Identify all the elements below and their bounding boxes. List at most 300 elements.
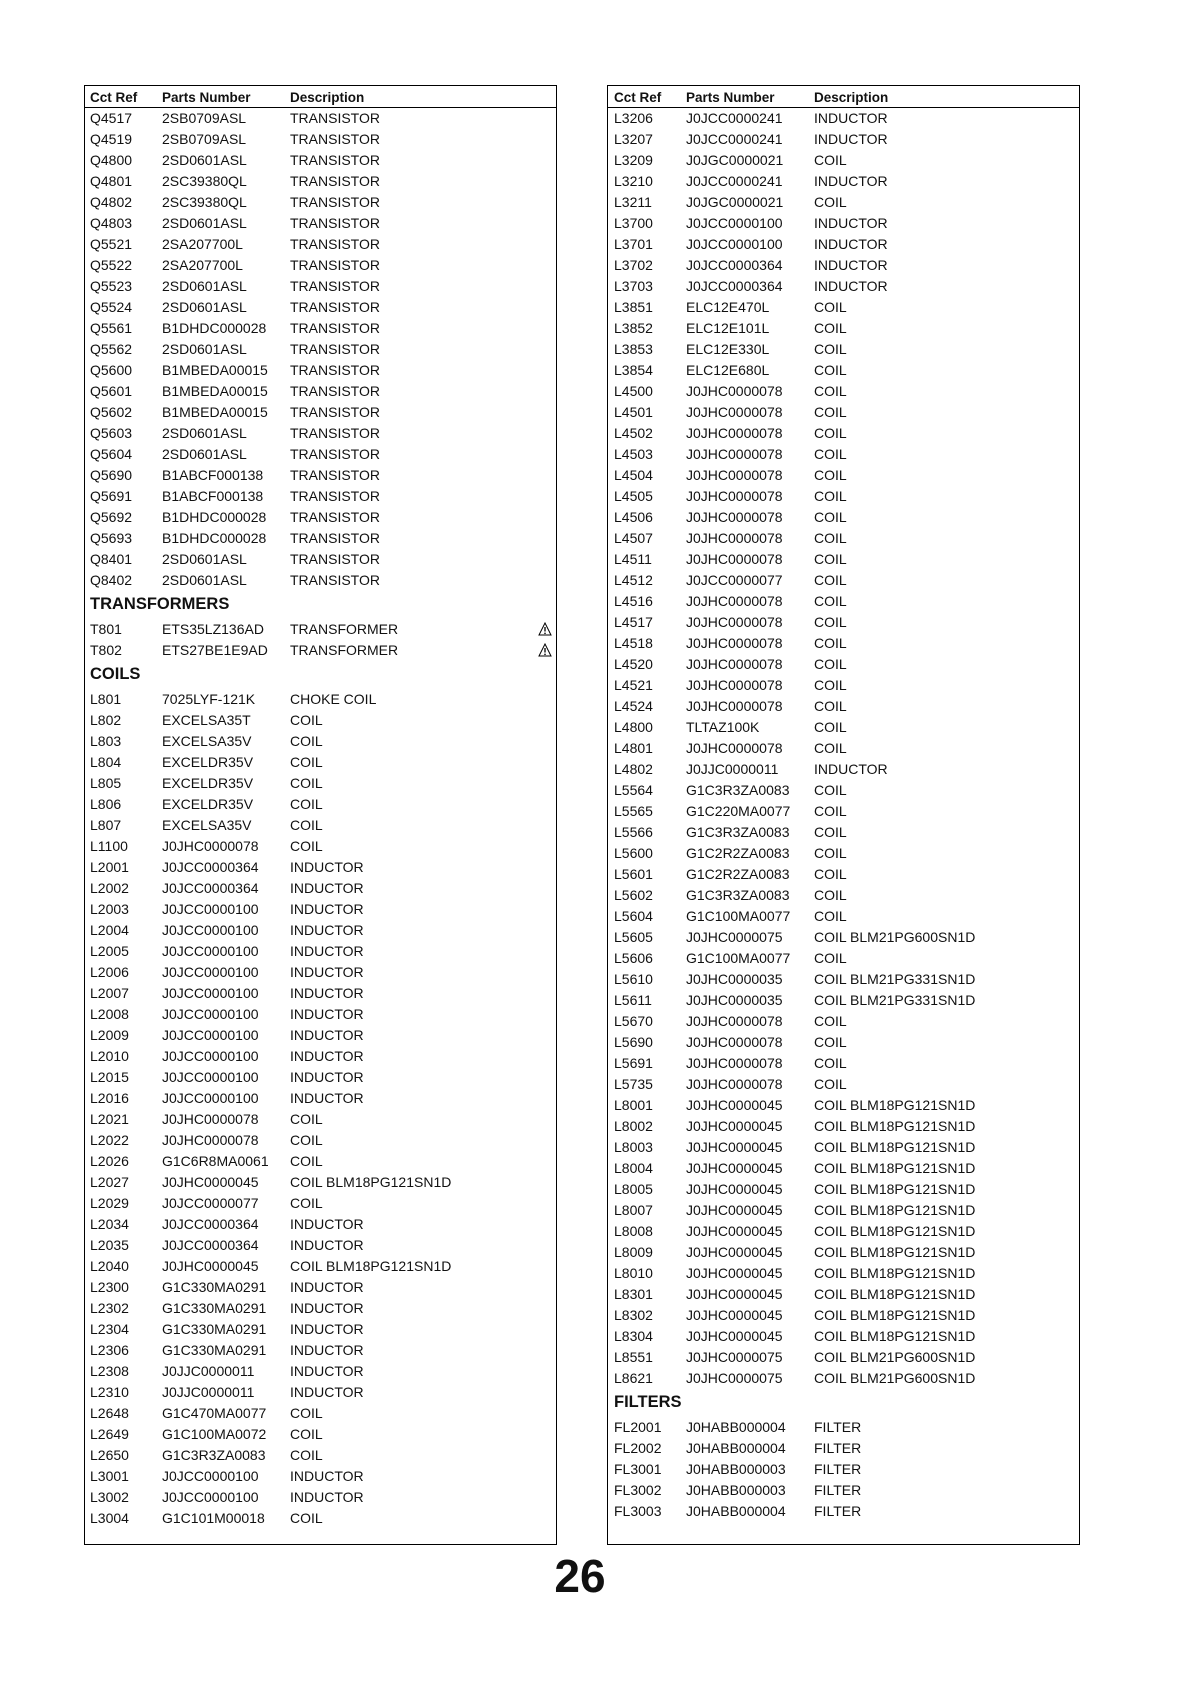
table-row [608,1242,1079,1263]
header-cct-ref: Cct Ref [90,90,138,105]
table-row [85,465,556,486]
table-row [608,171,1079,192]
parts-table-right [607,85,1080,1545]
cct-ref-cell: L804 [90,754,122,770]
parts-number-cell: J0JJC0000011 [162,1363,255,1379]
parts-number-cell: EXCELSA35V [162,733,252,749]
table-row [85,213,556,234]
table-row [608,1095,1079,1116]
description-cell: INDUCTOR [290,985,364,1001]
cct-ref-cell: L8621 [614,1370,653,1386]
description-cell: COIL BLM21PG600SN1D [814,1349,976,1365]
description-cell: COIL [814,803,847,819]
description-cell: COIL [814,887,847,903]
cct-ref-cell: L2010 [90,1048,129,1064]
cct-ref-cell: Q5693 [90,530,133,546]
description-cell: INDUCTOR [290,1006,364,1022]
parts-number-cell: TLTAZ100K [686,719,760,735]
cct-ref-cell: L2302 [90,1300,129,1316]
parts-number-cell: J0JHC0000078 [686,1055,783,1071]
cct-ref-cell: L2003 [90,901,129,917]
cct-ref-cell: L4524 [614,698,653,714]
parts-number-cell: J0JCC0000077 [162,1195,259,1211]
parts-number-cell: J0JHC0000078 [686,488,783,504]
parts-number-cell: 7025LYF-121K [162,691,256,707]
table-row [85,941,556,962]
cct-ref-cell: L4511 [614,551,652,567]
cct-ref-cell: L8304 [614,1328,653,1344]
table-row [608,948,1079,969]
cct-ref-cell: Q5524 [90,299,133,315]
parts-number-cell: ELC12E680L [686,362,770,378]
description-cell: COIL BLM18PG121SN1D [814,1097,976,1113]
cct-ref-cell: L801 [90,691,122,707]
description-cell: TRANSFORMER [290,621,399,637]
parts-number-cell: J0JHC0000045 [686,1265,783,1281]
cct-ref-cell: L803 [90,733,122,749]
header-parts-number: Parts Number [686,90,775,105]
table-row [85,360,556,381]
table-row [85,1508,556,1529]
parts-number-cell: J0JHC0000075 [686,929,783,945]
parts-number-cell: J0JHC0000045 [686,1202,783,1218]
description-cell: INDUCTOR [290,901,364,917]
parts-number-cell: B1ABCF000138 [162,488,264,504]
caution-triangle-icon [538,622,552,636]
cct-ref-cell: L4506 [614,509,653,525]
header-description: Description [814,90,889,105]
description-cell: COIL [814,383,847,399]
table-row [85,402,556,423]
table-row [608,402,1079,423]
table-row [608,1200,1079,1221]
cct-ref-cell: L3701 [614,236,653,252]
parts-number-cell: G1C2R2ZA0083 [686,866,790,882]
table-row [85,150,556,171]
description-cell: COIL [814,908,847,924]
table-row [608,612,1079,633]
table-row [85,1277,556,1298]
parts-number-cell: J0JHC0000045 [162,1174,259,1190]
description-cell: COIL [814,824,847,840]
table-row [608,1459,1079,1480]
description-cell: COIL [290,1132,323,1148]
table-header [85,86,556,108]
cct-ref-cell: L5606 [614,950,653,966]
cct-ref-cell: L4800 [614,719,653,735]
table-row [85,773,556,794]
description-cell: COIL [814,866,847,882]
description-cell: COIL [814,1013,847,1029]
description-cell: COIL BLM21PG331SN1D [814,992,976,1008]
parts-number-cell: 2SD0601ASL [162,215,247,231]
table-row [608,318,1079,339]
description-cell: INDUCTOR [290,1237,364,1253]
parts-number-cell: G1C3R3ZA0083 [686,824,790,840]
parts-number-cell: J0JHC0000078 [686,1034,783,1050]
parts-number-cell: B1MBEDA00015 [162,362,268,378]
parts-number-cell: J0JHC0000078 [686,698,783,714]
table-row [85,1466,556,1487]
parts-number-cell: J0JHC0000078 [686,530,783,546]
table-row [608,633,1079,654]
table-row [85,1424,556,1445]
parts-number-cell: J0JHC0000078 [686,509,783,525]
parts-number-cell: J0JJC0000011 [686,761,779,777]
table-row [608,150,1079,171]
cct-ref-cell: L5566 [614,824,653,840]
description-cell: COIL [814,950,847,966]
description-cell: COIL [814,446,847,462]
cct-ref-cell: L2005 [90,943,129,959]
table-row [85,486,556,507]
section-heading [608,1389,1079,1417]
table-row [85,1193,556,1214]
cct-ref-cell: Q8402 [90,572,133,588]
parts-number-cell: ETS35LZ136AD [162,621,264,637]
cct-ref-cell: L2648 [90,1405,129,1421]
description-cell: COIL [814,551,847,567]
description-cell: TRANSISTOR [290,551,380,567]
cct-ref-cell: FL2001 [614,1419,662,1435]
parts-number-cell: J0JHC0000078 [686,1013,783,1029]
description-cell: TRANSISTOR [290,278,380,294]
cct-ref-cell: L2040 [90,1258,129,1274]
parts-number-cell: J0JCC0000364 [686,278,783,294]
cct-ref-cell: L2310 [90,1384,129,1400]
parts-number-cell: J0JCC0000364 [162,1237,259,1253]
cct-ref-cell: T801 [90,621,122,637]
description-cell: COIL [290,712,323,728]
table-row [85,1109,556,1130]
parts-number-cell: G1C330MA0291 [162,1321,267,1337]
description-cell: COIL BLM21PG331SN1D [814,971,976,987]
table-row [85,234,556,255]
description-cell: COIL [814,194,847,210]
table-row [608,360,1079,381]
description-cell: INDUCTOR [814,173,888,189]
table-row [608,780,1079,801]
section-title: FILTERS [614,1393,682,1411]
parts-number-cell: J0JHC0000045 [686,1139,783,1155]
parts-number-cell: EXCELSA35V [162,817,252,833]
parts-number-cell: G1C100MA0072 [162,1426,267,1442]
cct-ref-cell: Q5691 [90,488,133,504]
cct-ref-cell: L2650 [90,1447,129,1463]
table-row [608,1263,1079,1284]
parts-number-cell: 2SD0601ASL [162,425,247,441]
cct-ref-cell: Q4802 [90,194,133,210]
parts-number-cell: ELC12E101L [686,320,770,336]
description-cell: TRANSISTOR [290,257,380,273]
table-row [85,983,556,1004]
cct-ref-cell: L4518 [614,635,653,651]
parts-number-cell: G1C3R3ZA0083 [162,1447,266,1463]
parts-number-cell: J0JCC0000100 [162,1069,259,1085]
cct-ref-cell: L3703 [614,278,653,294]
cct-ref-cell: L2035 [90,1237,129,1253]
cct-ref-cell: Q5562 [90,341,133,357]
description-cell: COIL BLM18PG121SN1D [814,1244,976,1260]
cct-ref-cell: L3700 [614,215,653,231]
cct-ref-cell: Q5690 [90,467,133,483]
description-cell: INDUCTOR [814,236,888,252]
description-cell: COIL [814,593,847,609]
parts-number-cell: J0HABB000004 [686,1440,786,1456]
cct-ref-cell: L2026 [90,1153,129,1169]
table-row [608,990,1079,1011]
table-row [608,339,1079,360]
table-row [608,675,1079,696]
parts-number-cell: J0JHC0000045 [686,1223,783,1239]
parts-number-cell: J0JGC0000021 [686,194,784,210]
parts-number-cell: J0JGC0000021 [686,152,784,168]
caution-triangle-icon [538,643,552,657]
parts-number-cell: J0JHC0000045 [686,1328,783,1344]
description-cell: INDUCTOR [290,880,364,896]
cct-ref-cell: L4516 [614,593,653,609]
table-row [608,1011,1079,1032]
parts-number-cell: G1C100MA0077 [686,950,791,966]
parts-number-cell: J0JHC0000078 [686,404,783,420]
description-cell: INDUCTOR [814,215,888,231]
cct-ref-cell: L5690 [614,1034,653,1050]
cct-ref-cell: Q5603 [90,425,133,441]
parts-number-cell: 2SA207700L [162,257,243,273]
parts-number-cell: J0JCC0000100 [162,943,259,959]
table-row [608,1305,1079,1326]
parts-number-cell: J0JHC0000045 [686,1181,783,1197]
cct-ref-cell: L3206 [614,110,653,126]
parts-number-cell: J0JCC0000100 [162,922,259,938]
cct-ref-cell: L4802 [614,761,653,777]
description-cell: TRANSISTOR [290,425,380,441]
description-cell: TRANSISTOR [290,467,380,483]
description-cell: COIL [290,1153,323,1169]
cct-ref-cell: L8001 [614,1097,653,1113]
table-row [85,339,556,360]
description-cell: COIL [814,530,847,546]
cct-ref-cell: L806 [90,796,122,812]
parts-number-cell: B1ABCF000138 [162,467,264,483]
table-row [85,297,556,318]
table-row [85,1235,556,1256]
table-row [85,1004,556,1025]
parts-number-cell: J0JHC0000078 [686,551,783,567]
table-row [85,1319,556,1340]
table-row [85,640,556,661]
cct-ref-cell: L805 [90,775,122,791]
cct-ref-cell: L8004 [614,1160,653,1176]
header-cct-ref: Cct Ref [614,90,662,105]
cct-ref-cell: L8005 [614,1181,653,1197]
cct-ref-cell: L8551 [614,1349,653,1365]
parts-number-cell: 2SD0601ASL [162,299,247,315]
table-row [608,297,1079,318]
table-row [608,1438,1079,1459]
description-cell: INDUCTOR [290,1216,364,1232]
description-cell: COIL [814,635,847,651]
description-cell: COIL [290,1426,323,1442]
table-row [85,1214,556,1235]
cct-ref-cell: L3854 [614,362,653,378]
table-row [85,710,556,731]
parts-number-cell: B1DHDC000028 [162,530,267,546]
parts-number-cell: G1C330MA0291 [162,1300,267,1316]
parts-number-cell: ETS27BE1E9AD [162,642,268,658]
description-cell: FILTER [814,1503,862,1519]
parts-number-cell: J0JHC0000078 [686,446,783,462]
cct-ref-cell: L8002 [614,1118,653,1134]
cct-ref-cell: Q5604 [90,446,133,462]
table-row [85,1382,556,1403]
cct-ref-cell: L3001 [90,1468,129,1484]
cct-ref-cell: L1100 [90,838,128,854]
cct-ref-cell: L807 [90,817,122,833]
table-row [608,276,1079,297]
table-row [608,549,1079,570]
table-row [85,1256,556,1277]
description-cell: FILTER [814,1440,862,1456]
parts-number-cell: J0JCC0000100 [162,1489,259,1505]
description-cell: COIL [290,838,323,854]
description-cell: COIL [290,754,323,770]
parts-number-cell: J0JHC0000078 [686,425,783,441]
parts-number-cell: EXCELDR35V [162,775,254,791]
parts-number-cell: J0JHC0000078 [162,838,259,854]
description-cell: COIL [814,320,847,336]
description-cell: INDUCTOR [290,1468,364,1484]
table-row [608,738,1079,759]
description-cell: INDUCTOR [290,1048,364,1064]
parts-number-cell: B1DHDC000028 [162,320,267,336]
parts-number-cell: J0JHC0000078 [162,1111,259,1127]
table-header [608,86,1079,108]
table-row [85,878,556,899]
page-number: 26 [554,1550,606,1602]
parts-number-cell: J0HABB000003 [686,1461,786,1477]
description-cell: TRANSISTOR [290,572,380,588]
cct-ref-cell: L8007 [614,1202,653,1218]
table-row [608,822,1079,843]
parts-number-cell: 2SD0601ASL [162,572,247,588]
description-cell: TRANSISTOR [290,236,380,252]
table-row [608,864,1079,885]
cct-ref-cell: L2009 [90,1027,129,1043]
cct-ref-cell: FL3003 [614,1503,662,1519]
description-cell: COIL BLM18PG121SN1D [814,1265,976,1281]
table-row [608,444,1079,465]
parts-number-cell: ELC12E330L [686,341,770,357]
cct-ref-cell: L4502 [614,425,653,441]
description-cell: COIL BLM21PG600SN1D [814,1370,976,1386]
table-row [608,696,1079,717]
description-cell: COIL [814,488,847,504]
table-row [85,255,556,276]
parts-number-cell: J0JCC0000241 [686,110,783,126]
table-row [608,969,1079,990]
description-cell: COIL [290,1111,323,1127]
description-cell: INDUCTOR [290,1300,364,1316]
cct-ref-cell: L2015 [90,1069,129,1085]
parts-number-cell: J0JCC0000100 [686,215,783,231]
description-cell: COIL [290,1195,323,1211]
table-row [85,381,556,402]
table-row [85,1298,556,1319]
table-row [85,129,556,150]
parts-number-cell: J0JHC0000078 [686,614,783,630]
table-row [608,1158,1079,1179]
parts-number-cell: J0JCC0000077 [686,572,783,588]
cct-ref-cell: L4500 [614,383,653,399]
cct-ref-cell: L2649 [90,1426,129,1442]
table-row [608,192,1079,213]
section-heading [85,591,556,619]
table-row [608,1221,1079,1242]
cct-ref-cell: Q5523 [90,278,133,294]
description-cell: COIL [814,362,847,378]
cct-ref-cell: L5611 [614,992,652,1008]
description-cell: COIL [290,1510,323,1526]
table-row [85,108,556,129]
cct-ref-cell: L3211 [614,194,652,210]
description-cell: TRANSISTOR [290,488,380,504]
parts-table-left [84,85,557,1545]
cct-ref-cell: L2308 [90,1363,129,1379]
table-row [608,843,1079,864]
parts-number-cell: B1DHDC000028 [162,509,267,525]
cct-ref-cell: L5602 [614,887,653,903]
parts-number-cell: J0JCC0000100 [162,901,259,917]
description-cell: COIL [814,782,847,798]
description-cell: FILTER [814,1461,862,1477]
parts-number-cell: J0JHC0000075 [686,1370,783,1386]
cct-ref-cell: L5670 [614,1013,653,1029]
description-cell: INDUCTOR [290,859,364,875]
description-cell: TRANSISTOR [290,362,380,378]
table-body-left [85,108,556,1529]
table-row [85,815,556,836]
cct-ref-cell: FL3001 [614,1461,662,1477]
parts-number-cell: J0JHC0000045 [162,1258,259,1274]
description-cell: INDUCTOR [290,1321,364,1337]
table-row [608,381,1079,402]
parts-number-cell: J0JCC0000100 [162,964,259,980]
description-cell: COIL [290,1405,323,1421]
parts-number-cell: G1C470MA0077 [162,1405,267,1421]
header-parts-number: Parts Number [162,90,251,105]
parts-number-cell: J0JCC0000241 [686,173,783,189]
cct-ref-cell: L3209 [614,152,653,168]
parts-number-cell: 2SC39380QL [162,173,247,189]
parts-number-cell: 2SC39380QL [162,194,247,210]
cct-ref-cell: L2004 [90,922,129,938]
cct-ref-cell: L3210 [614,173,653,189]
parts-number-cell: J0JCC0000100 [162,985,259,1001]
description-cell: COIL [814,1055,847,1071]
parts-number-cell: J0JHC0000045 [686,1160,783,1176]
table-row [608,1284,1079,1305]
cct-ref-cell: L3207 [614,131,653,147]
cct-ref-cell: L4512 [614,572,653,588]
description-cell: COIL BLM18PG121SN1D [814,1307,976,1323]
table-row [85,549,556,570]
parts-number-cell: 2SD0601ASL [162,446,247,462]
table-row [85,276,556,297]
cct-ref-cell: L5604 [614,908,653,924]
table-row [85,1067,556,1088]
description-cell: TRANSISTOR [290,320,380,336]
